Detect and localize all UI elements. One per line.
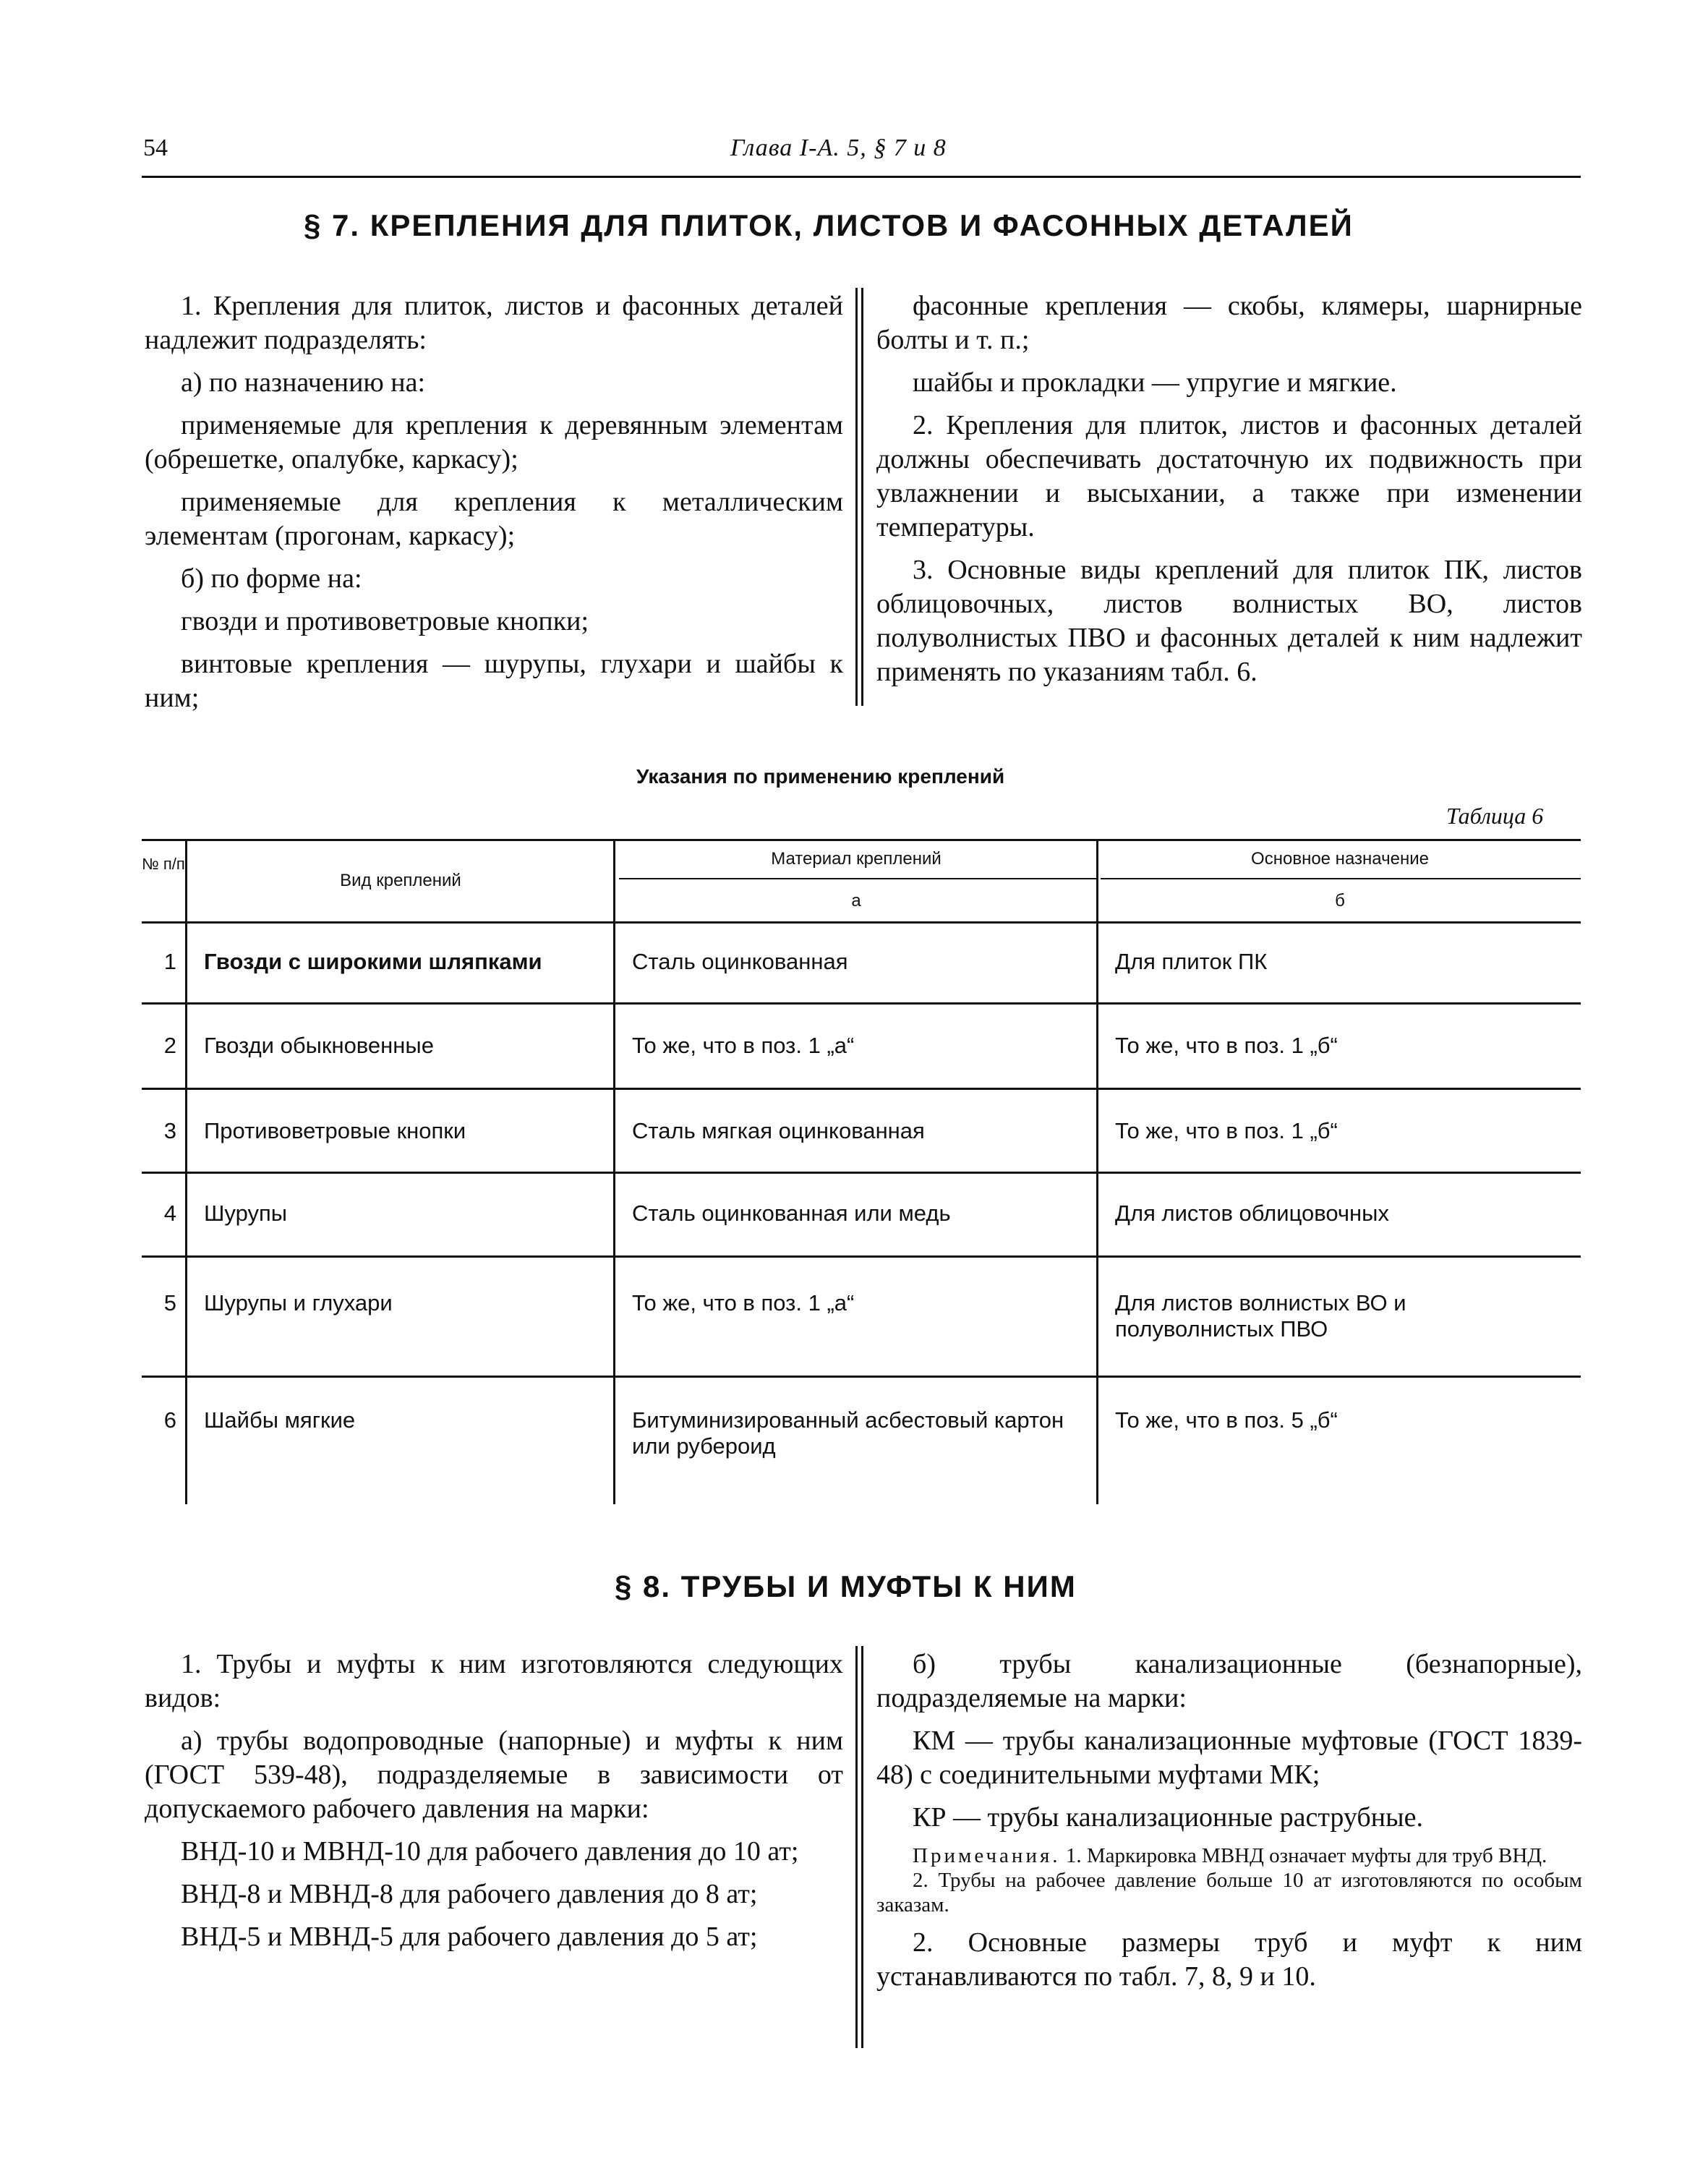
header-purpose-code: б	[1335, 891, 1345, 911]
header-kind: Вид креплений	[340, 871, 461, 890]
section-8-title: § 8. ТРУБЫ И МУФТЫ К НИМ	[615, 1569, 1077, 1603]
cell-kind: Шурупы	[204, 1201, 288, 1226]
row-number: 4	[163, 1201, 176, 1226]
paragraph: а) трубы водопроводные (напорные) и муфты к ним (ГОСТ 539-48), подразделяемые в зависимости от допускаемого рабочего давления на марки:	[145, 1726, 843, 1824]
section-7-title: § 7. КРЕПЛЕНИЯ ДЛЯ ПЛИТОК, ЛИСТОВ И ФАСОННЫХ ДЕТАЛЕЙ	[304, 208, 1354, 242]
header-material: Материал креплений	[771, 849, 941, 869]
cell-purpose: То же, что в поз. 1 „б“	[1115, 1033, 1338, 1058]
paragraph: 1. Крепления для плиток, листов и фасонных деталей надлежит подразделять:	[145, 291, 843, 355]
cell-kind: Гвозди обыкновенные	[204, 1033, 434, 1058]
section-8-right-column	[876, 1647, 1582, 2003]
page-number: 54	[143, 135, 168, 161]
table-rule	[613, 839, 615, 1504]
column-divider	[855, 288, 858, 706]
note	[876, 1843, 1582, 1868]
table-rule	[142, 839, 1581, 841]
cell-material: Сталь мягкая оцинкованная	[632, 1118, 925, 1143]
cell-kind: Шурупы и глухари	[204, 1290, 393, 1315]
paragraph: 2. Основные размеры труб и муфт к ним устанавливаются по табл. 7, 8, 9 и 10.	[876, 1927, 1582, 1992]
paragraph: ВНД-5 и МВНД-5 для рабочего давления до 5 ат;	[181, 1922, 758, 1952]
header-rule	[142, 176, 1581, 178]
note-text: 1. Маркировка МВНД означает муфты для труб ВНД.	[1065, 1844, 1547, 1867]
cell-material: То же, что в поз. 1 „а“	[632, 1290, 855, 1315]
table-label: Таблица 6	[1446, 803, 1544, 829]
row-number: 3	[163, 1118, 176, 1143]
paragraph: КР — трубы канализационные раструбные.	[913, 1802, 1423, 1833]
cell-kind: Шайбы мягкие	[204, 1407, 356, 1433]
column-divider	[861, 1646, 863, 2048]
row-number: 2	[163, 1033, 176, 1058]
notes-label: Примечания.	[913, 1844, 1061, 1867]
column-divider	[855, 1646, 858, 2048]
table-rule	[142, 1255, 1581, 1258]
table-rule	[1101, 878, 1581, 879]
table-rule	[142, 1172, 1581, 1174]
row-number: 5	[163, 1290, 176, 1315]
paragraph: 1. Трубы и муфты к ним изготовляются следующих видов:	[145, 1649, 843, 1713]
cell-kind: Противоветровые кнопки	[204, 1118, 466, 1143]
notes-block	[876, 1843, 1582, 1917]
section-7-right-column	[876, 289, 1582, 698]
paragraph: 3. Основные виды креплений для плиток ПК, листов облицовочных, листов волнистых ВО, листов полуволнистых ПВО и фасонных деталей к ним надлежит применять по указаниям табл. 6.	[876, 555, 1582, 687]
table-rule	[142, 921, 1581, 924]
table-caption: Указания по применению креплений	[636, 765, 1005, 788]
row-number: 6	[163, 1407, 176, 1433]
paragraph: б) трубы канализационные (безнапорные), подразделяемые на марки:	[876, 1649, 1582, 1713]
section-7-left-column	[145, 289, 843, 724]
paragraph: ВНД-10 и МВНД-10 для рабочего давления до 10 ат;	[181, 1836, 799, 1867]
paragraph: шайбы и прокладки — упругие и мягкие.	[913, 367, 1397, 398]
table-rule	[142, 1002, 1581, 1005]
paragraph: применяемые для крепления к металлическим элементам (прогонам, каркасу);	[145, 487, 843, 551]
note: 2. Трубы на рабочее давление больше 10 ат изготовляются по особым заказам.	[876, 1869, 1582, 1916]
paragraph: гвозди и противоветровые кнопки;	[181, 606, 589, 636]
cell-purpose: Для листов волнистых ВО и полуволнистых ПВО	[1115, 1290, 1406, 1342]
paragraph: а) по назначению на:	[181, 367, 426, 398]
cell-material: То же, что в поз. 1 „а“	[632, 1033, 855, 1058]
cell-kind: Гвозди с широкими шляпками	[204, 949, 542, 974]
cell-purpose: Для листов облицовочных	[1115, 1201, 1389, 1226]
cell-material: Сталь оцинкованная или медь	[632, 1201, 951, 1226]
paragraph: КМ — трубы канализационные муфтовые (ГОСТ 1839-48) с соединительными муфтами МК;	[876, 1726, 1582, 1790]
table-rule	[1096, 839, 1098, 1504]
paragraph: ВНД-8 и МВНД-8 для рабочего давления до 8 ат;	[181, 1879, 758, 1909]
row-number: 1	[163, 949, 176, 974]
section-8-left-column	[145, 1647, 843, 1963]
cell-purpose: Для плиток ПК	[1115, 949, 1268, 974]
table-rule	[142, 1376, 1581, 1378]
table-6	[142, 839, 1581, 1504]
paragraph: винтовые крепления — шурупы, глухари и шайбы к ним;	[145, 649, 843, 713]
table-rule	[142, 1088, 1581, 1090]
paragraph: применяемые для крепления к деревянным элементам (обрешетке, опалубке, каркасу);	[145, 410, 843, 474]
running-title: Глава I-А. 5, § 7 и 8	[730, 135, 947, 161]
cell-material: Сталь оцинкованная	[632, 949, 848, 974]
paragraph: б) по форме на:	[181, 563, 362, 594]
cell-material: Битуминизированный асбестовый картон или рубероид	[632, 1407, 1064, 1459]
cell-purpose: То же, что в поз. 5 „б“	[1115, 1407, 1338, 1433]
header-material-code: а	[851, 891, 861, 911]
table-rule	[619, 878, 1096, 879]
paragraph: фасонные крепления — скобы, клямеры, шарнирные болты и т. п.;	[876, 291, 1582, 355]
header-number: № п/п	[142, 855, 185, 873]
table-rule	[185, 839, 187, 1504]
column-divider	[861, 288, 863, 706]
cell-purpose: То же, что в поз. 1 „б“	[1115, 1118, 1338, 1143]
header-purpose: Основное назначение	[1251, 849, 1429, 869]
paragraph: 2. Крепления для плиток, листов и фасонных деталей должны обеспечивать достаточную их подвижность при увлажнении и высыхании, а также при изменении температуры.	[876, 410, 1582, 542]
